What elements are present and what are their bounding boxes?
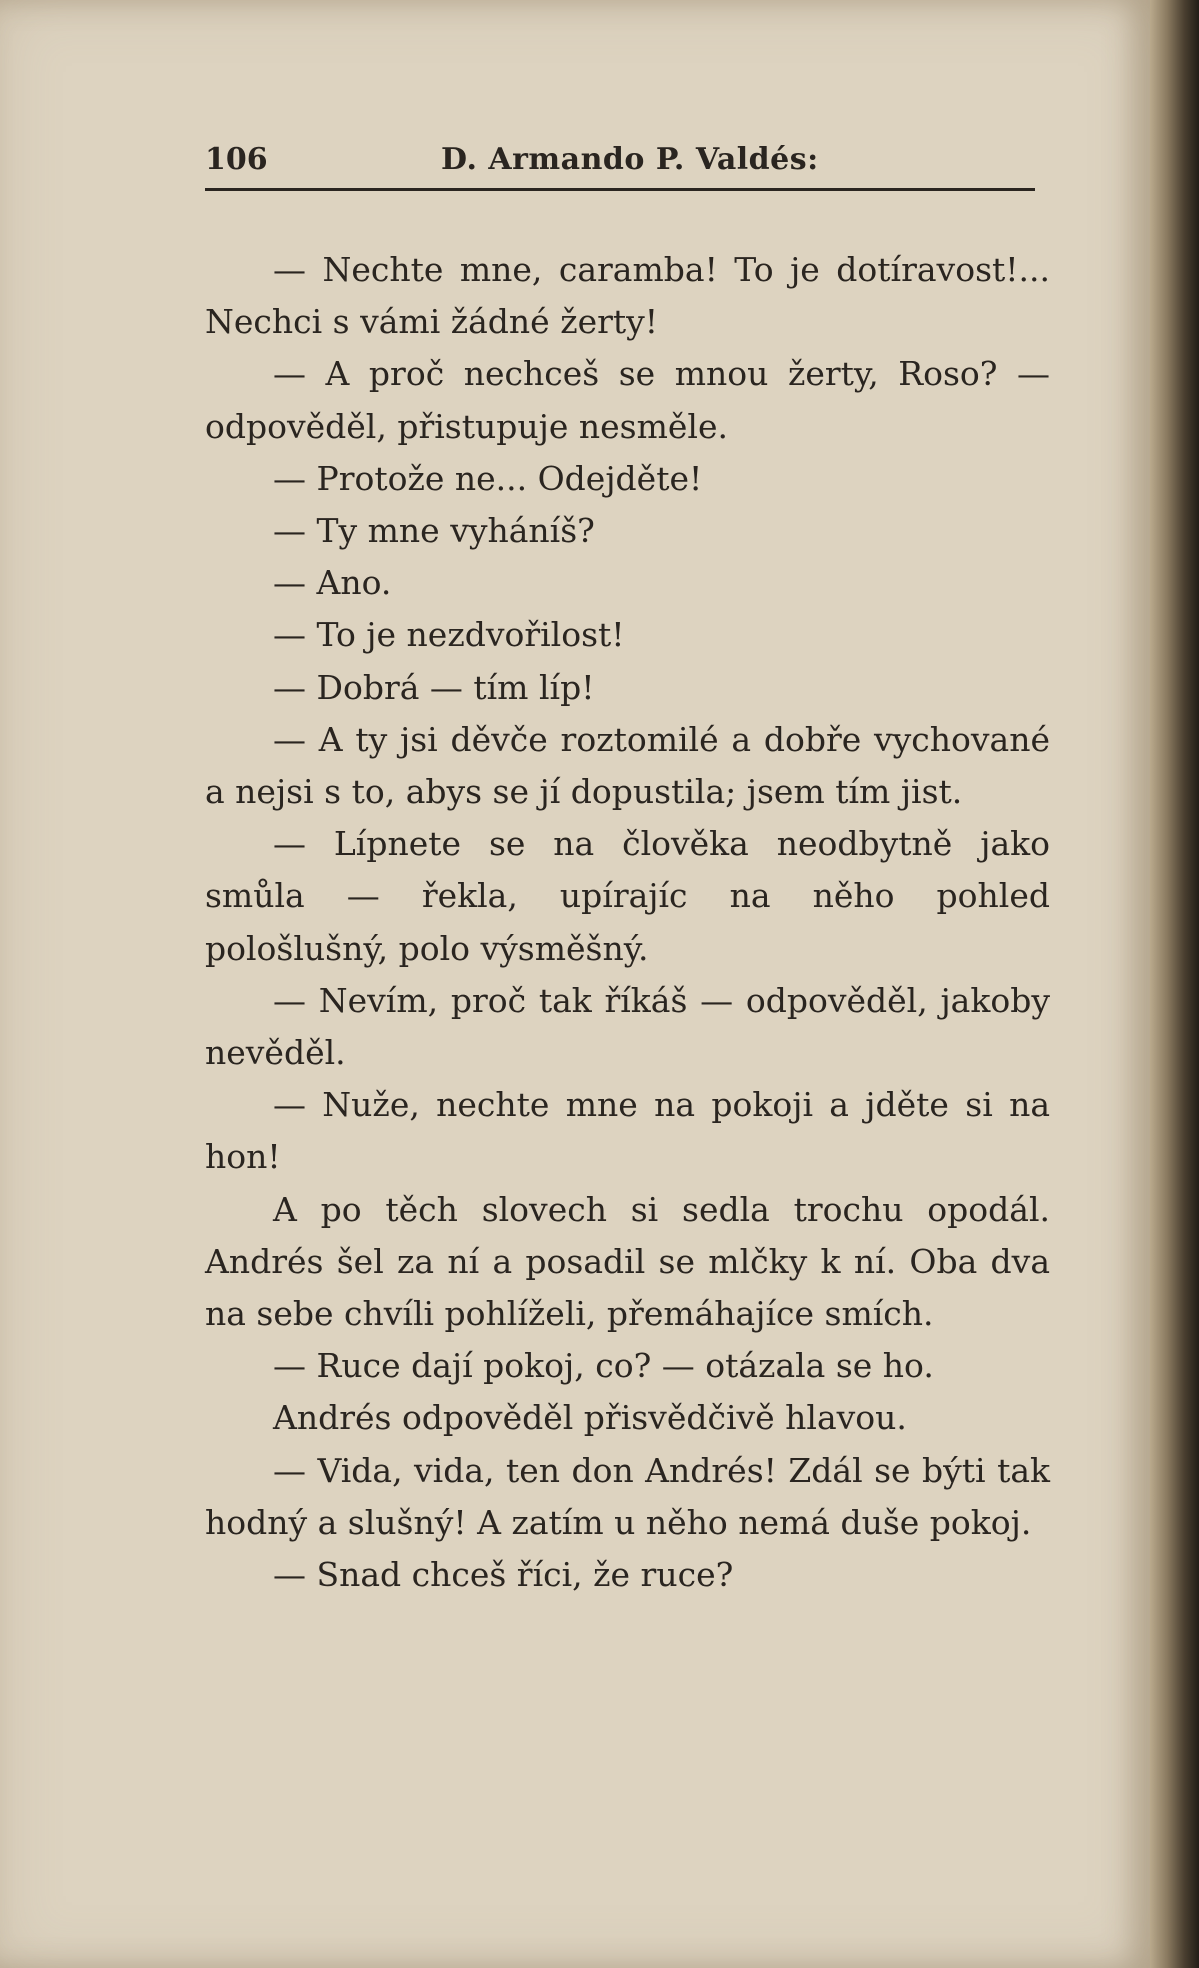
body-text: [205, 244, 1050, 1601]
paragraph: — Ty mne vyháníš?: [273, 511, 595, 551]
paragraph: — Vida, vida, ten don Andrés! Zdál se býti tak hodný a slušný! A zatím u něho nemá duše pokoj.: [205, 1450, 1050, 1542]
paragraph: — Lípnete se na člověka neodbytně jako smůla — řekla, upírajíc na něho pohled pološlušný, polo výsměšný.: [205, 824, 1050, 968]
paragraph: — Nechte mne, caramba! To je dotíravost!... Nechci s vámi žádné žerty!: [205, 250, 1050, 342]
paragraph: — Nevím, proč tak říkáš — odpověděl, jakoby nevěděl.: [205, 980, 1050, 1073]
page-header: [205, 140, 1035, 191]
paragraph: A po těch slovech si sedla trochu opodál. Andrés šel za ní a posadil se mlčky k ní. Oba dva na sebe chvíli pohlíželi, přemáhajíce smích.: [205, 1189, 1050, 1334]
page-edge-shadow: [1150, 0, 1199, 1968]
page-number: 106: [205, 142, 268, 177]
paragraph: — Snad chceš říci, že ruce?: [273, 1555, 734, 1595]
paragraph: — Protože ne... Odejděte!: [273, 458, 703, 498]
paragraph: — To je nezdvořilost!: [273, 615, 625, 655]
paragraph: — Ruce dají pokoj, co? — otázala se ho.: [273, 1346, 934, 1386]
running-head: D. Armando P. Valdés:: [441, 142, 819, 177]
paragraph: — A ty jsi děvče roztomilé a dobře vychované a nejsi s to, abys se jí dopustila; jsem tím jist.: [205, 719, 1050, 812]
paragraph: — Ano.: [273, 563, 392, 603]
paragraph: — Dobrá — tím líp!: [273, 667, 595, 707]
paragraph: Andrés odpověděl přisvědčivě hlavou.: [273, 1398, 907, 1438]
paragraph: — Nuže, nechte mne na pokoji a jděte si na hon!: [205, 1085, 1050, 1177]
paragraph: — A proč nechceš se mnou žerty, Roso? — odpověděl, přistupuje nesměle.: [205, 354, 1050, 446]
